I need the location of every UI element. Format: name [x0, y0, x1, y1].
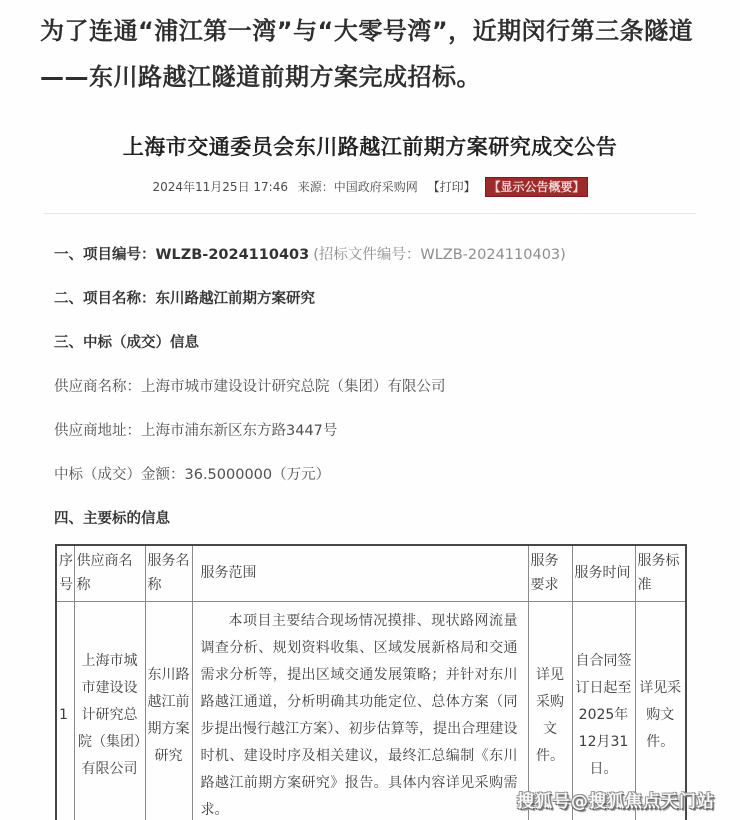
- section-project-number: [54, 245, 700, 265]
- section-award-info-heading: 三、中标（成交）信息: [54, 335, 199, 351]
- award-detail-table: [55, 544, 687, 820]
- column-header-service-time: 服务时间: [572, 545, 635, 601]
- publish-datetime: 2024年11月25日 17:46: [152, 180, 288, 194]
- announcement-meta: [0, 177, 740, 197]
- project-number-label: 一、项目编号：WLZB-2024110403: [54, 247, 310, 263]
- column-header-service-standard: 服务标准: [635, 545, 686, 601]
- table-header-row: [56, 545, 686, 601]
- cell-seq: 1: [56, 601, 74, 820]
- show-summary-badge[interactable]: 【显示公告概要】: [485, 177, 587, 197]
- cell-supplier: 上海市城市建设设计研究总院（集团）有限公司: [74, 601, 145, 820]
- section-project-name: 二、项目名称：东川路越江前期方案研究: [54, 291, 315, 307]
- cell-service-time: 自合同签订日起至2025年12月31日。: [572, 601, 635, 820]
- announcement-title: 上海市交通委员会东川路越江前期方案研究成交公告: [122, 135, 618, 159]
- supplier-address-line: 供应商地址：上海市浦东新区东方路3447号: [54, 423, 338, 439]
- column-header-service-requirement: 服务要求: [528, 545, 572, 601]
- section-main-subject-heading: 四、主要标的信息: [54, 511, 170, 527]
- cell-service-requirement: 详见采购文件。: [528, 601, 572, 820]
- cell-service-scope: 本项目主要结合现场情况摸排、现状路网流量调查分析、规划资料收集、区域发展新格局和交通需求分析等，提出区域交通发展策略；并针对东川路越江通道，分析明确其功能定位、总体方案（同步提出慢行越江方案）、初步估算等，提出合理建设时机、建设时序及相关建议，最终汇总编制《东川路越江前期方案研究》报告。具体内容详见采购需求。: [192, 601, 528, 820]
- article-lead-paragraph: 为了连通“浦江第一湾”与“大零号湾”，近期闵行第三条隧道——东川路越江隧道前期方案完成招标。: [40, 17, 694, 91]
- project-number-note: (招标文件编号：WLZB-2024110403): [313, 247, 566, 263]
- sohu-watermark: 搜狐号@搜狐焦点天门站: [517, 792, 715, 812]
- column-header-service-name: 服务名称: [145, 545, 192, 601]
- announcement-body: [0, 245, 740, 529]
- cell-service-name: 东川路越江前期方案研究: [145, 601, 192, 820]
- source-label: 来源：中国政府采购网: [297, 180, 418, 194]
- award-amount-line: 中标（成交）金额：36.5000000（万元）: [54, 467, 331, 483]
- column-header-supplier: 供应商名称: [74, 545, 145, 601]
- column-header-seq: 序号: [56, 545, 74, 601]
- column-header-service-scope: 服务范围: [192, 545, 528, 601]
- supplier-name-line: 供应商名称：上海市城市建设设计研究总院（集团）有限公司: [54, 379, 446, 395]
- horizontal-divider: [44, 213, 696, 214]
- cell-service-standard: 详见采购文件。: [635, 601, 686, 820]
- print-button[interactable]: 【打印】: [427, 180, 476, 194]
